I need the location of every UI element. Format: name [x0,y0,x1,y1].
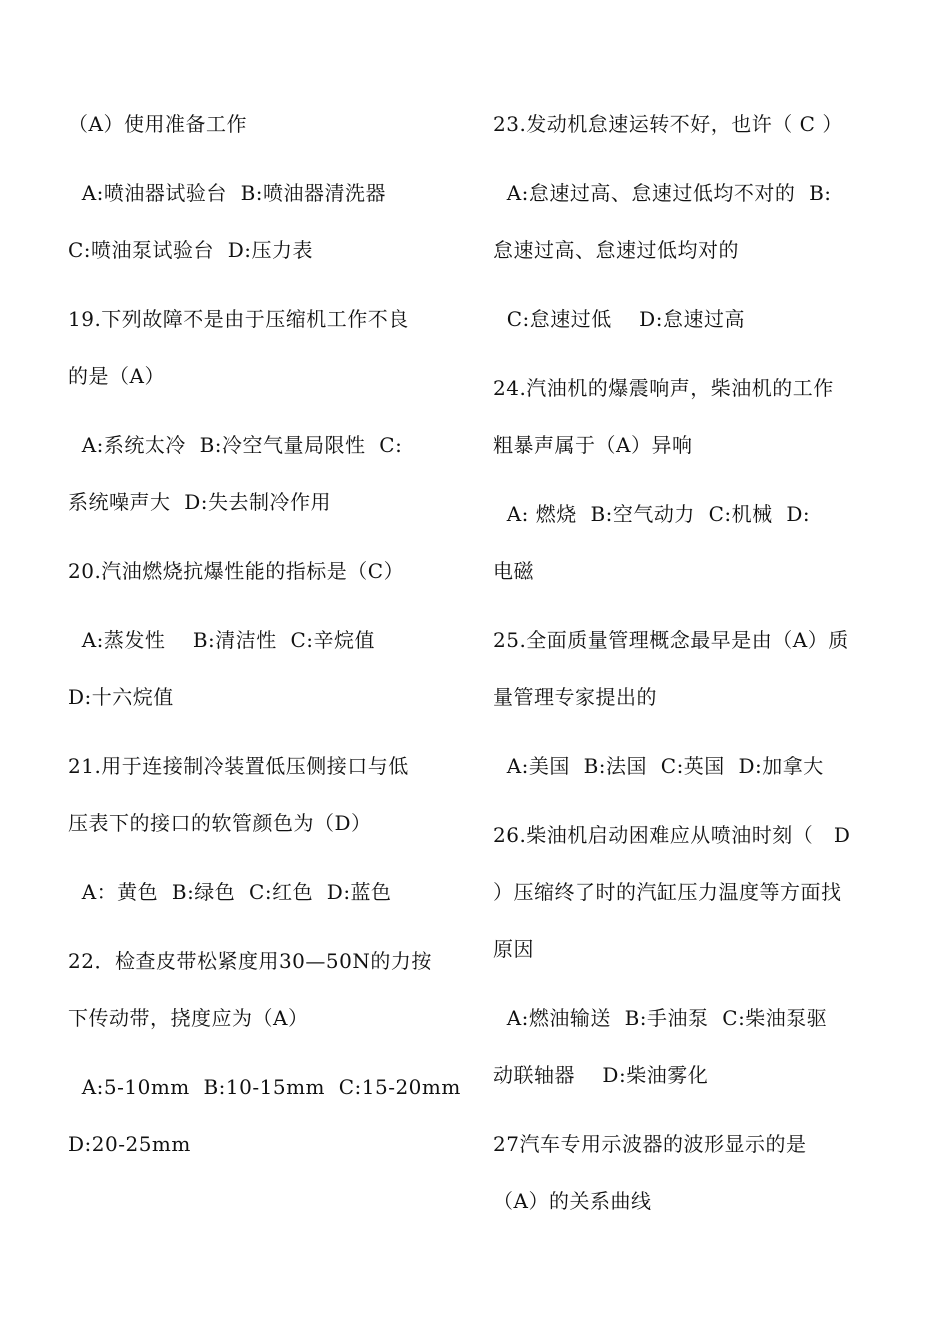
text-line: 23.发动机怠速运转不好，也许（ C ） [493,112,843,136]
text-line: D:20-25mm [68,1132,191,1156]
paragraph-gap [493,279,883,291]
paragraph-gap [68,1047,468,1059]
text-line: A:蒸发性 B:清洁性 C:辛烷值 [68,628,376,652]
paragraph-gap [493,600,883,612]
paragraph-gap [493,726,883,738]
text-line: 原因 [493,937,534,961]
text-line: C:喷油泵试验台 D:压力表 [68,238,314,262]
paragraph-gap [493,474,883,486]
text-line: A：黄色 B:绿色 C:红色 D:蓝色 [68,880,392,904]
paragraph-gap [493,1104,883,1116]
paragraph-gap [68,153,468,165]
text-line: 电磁 [493,559,534,583]
text-line: 19.下列故障不是由于压缩机工作不良 [68,307,409,331]
text-line: 25.全面质量管理概念最早是由（A）质 [493,628,849,652]
text-line: 动联轴器 D:柴油雾化 [493,1063,709,1087]
paragraph-gap [68,531,468,543]
paragraph-gap [68,921,468,933]
text-line: 24.汽油机的爆震响声，柴油机的工作 [493,376,834,400]
text-line: 量管理专家提出的 [493,685,657,709]
text-line: 22．检查皮带松紧度用30—50N的力按 [68,949,432,973]
text-line: 系统噪声大 D:失去制冷作用 [68,490,331,514]
paragraph-gap [68,600,468,612]
left-column [68,96,468,1173]
text-line: （A）使用准备工作 [68,112,247,136]
paragraph-gap [68,405,468,417]
text-line: A:美国 B:法国 C:英国 D:加拿大 [493,754,824,778]
text-line: A:怠速过高、怠速过低均不对的 B: [493,181,832,205]
paragraph-gap [493,348,883,360]
text-line: 20.汽油燃烧抗爆性能的指标是（C） [68,559,405,583]
text-line: A:喷油器试验台 B:喷油器清洗器 [68,181,387,205]
paragraph-gap [68,726,468,738]
text-line: A:5-10mm B:10-15mm C:15-20mm [68,1075,461,1099]
text-line: 21.用于连接制冷装置低压侧接口与低 [68,754,409,778]
text-line: A: 燃烧 B:空气动力 C:机械 D: [493,502,811,526]
text-line: 的是（A） [68,364,165,388]
text-line: 压表下的接口的软管颜色为（D） [68,811,372,835]
text-line: 26.柴油机启动困难应从喷油时刻（ D [493,823,851,847]
text-line: A:系统太冷 B:冷空气量局限性 C: [68,433,403,457]
paragraph-gap [493,978,883,990]
text-line: ）压缩终了时的汽缸压力温度等方面找 [493,880,842,904]
text-line: D:十六烷值 [68,685,174,709]
text-line: 下传动带，挠度应为（A） [68,1006,309,1030]
text-line: （A）的关系曲线 [493,1189,652,1213]
text-line: 27汽车专用示波器的波形显示的是 [493,1132,807,1156]
paragraph-gap [68,279,468,291]
text-line: 怠速过高、怠速过低均对的 [493,238,739,262]
text-line: C:怠速过低 D:怠速过高 [493,307,745,331]
text-line: A:燃油输送 B:手油泵 C:柴油泵驱 [493,1006,828,1030]
right-column [493,96,883,1230]
paragraph-gap [493,153,883,165]
text-line: 粗暴声属于（A）异响 [493,433,693,457]
paragraph-gap [493,795,883,807]
paragraph-gap [68,852,468,864]
